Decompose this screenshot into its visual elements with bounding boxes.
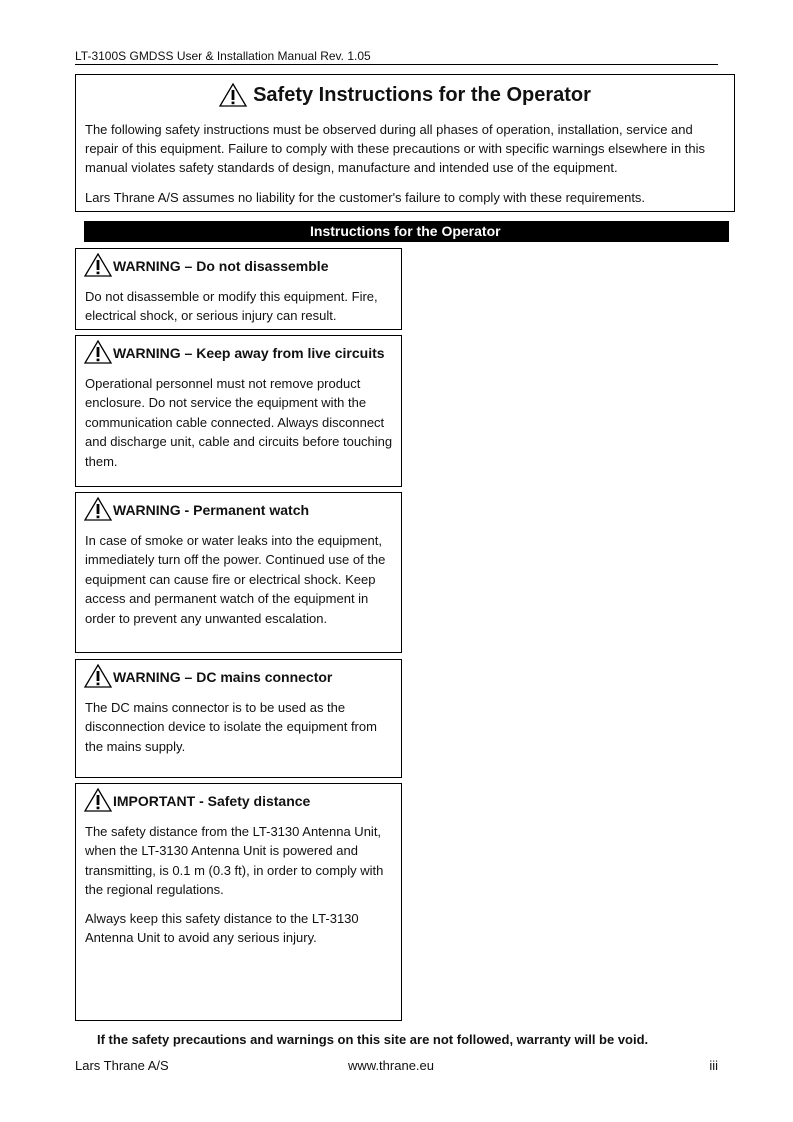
- warning-triangle-icon: [84, 253, 112, 277]
- safety-paragraph-1: The following safety instructions must be observed during all phases of operation, installation, service and repair of this equipment. Failure to comply with these precautions or with specific warnings elsewhere in this manual violates safety standards of design, manufacture and intended use of the equipment.: [85, 122, 705, 175]
- warning-body: In case of smoke or water leaks into the equipment, immediately turn off the power. Continued use of the equipment can cause fire or electrical shock. Keep access and permanent watch of the equipment in order to prevent any unwanted escalation.: [85, 533, 386, 626]
- safety-title: [76, 83, 734, 113]
- warning-triangle-icon: [84, 340, 112, 364]
- page-footer: [75, 1058, 718, 1078]
- page-header: LT-3100S GMDSS User & Installation Manual Rev. 1.05: [75, 49, 718, 65]
- warning-triangle-icon: [84, 497, 112, 521]
- footer-company: Lars Thrane A/S: [75, 1058, 169, 1073]
- warning-heading: [84, 664, 332, 690]
- warning-heading: [84, 788, 310, 814]
- important-box-safety-distance: [75, 783, 402, 1021]
- safety-intro-box: [75, 74, 735, 212]
- warning-body: The safety distance from the LT-3130 Antenna Unit, when the LT-3130 Antenna Unit is powered and transmitting, is 0.1 m (0.3 ft), in order to comply with the regional regulations.: [85, 824, 384, 898]
- warning-title: WARNING - Permanent watch: [113, 502, 310, 518]
- warning-heading: [84, 340, 385, 366]
- warning-box-disassemble: [75, 248, 402, 330]
- warning-title: WARNING – Keep away from live circuits: [113, 345, 385, 361]
- warning-body: Do not disassemble or modify this equipment. Fire, electrical shock, or serious injury can result.: [85, 289, 378, 324]
- warning-body-2: Always keep this safety distance to the LT-3130 Antenna Unit to avoid any serious injury.: [85, 911, 359, 946]
- warning-title: WARNING – DC mains connector: [113, 669, 333, 685]
- warning-triangle-icon: [84, 664, 112, 688]
- safety-paragraph-2: Lars Thrane A/S assumes no liability for the customer's failure to comply with these requirements.: [85, 190, 646, 205]
- warranty-note: If the safety precautions and warnings on this site are not followed, warranty will be void.: [97, 1032, 649, 1047]
- section-bar: [84, 221, 729, 242]
- warning-heading: [84, 253, 328, 279]
- warning-box-permanent-watch: [75, 492, 402, 653]
- warning-heading: [84, 497, 309, 523]
- warning-triangle-icon: [219, 83, 247, 113]
- footer-page-number: iii: [709, 1058, 718, 1073]
- warning-body: Operational personnel must not remove product enclosure. Do not service the equipment with the communication cable connected. Always disconnect and discharge unit, cable and circuits before touching them.: [85, 376, 393, 469]
- warning-triangle-icon: [84, 788, 112, 812]
- warning-body: The DC mains connector is to be used as the disconnection device to isolate the equipment from the mains supply.: [85, 700, 377, 754]
- warning-box-live-circuits: [75, 335, 402, 487]
- warning-title: IMPORTANT - Safety distance: [113, 793, 311, 809]
- safety-title-text: Safety Instructions for the Operator: [253, 84, 591, 106]
- section-bar-label: Instructions for the Operator: [310, 223, 501, 239]
- warning-box-dc-mains: [75, 659, 402, 778]
- warning-title: WARNING – Do not disassemble: [113, 258, 329, 274]
- footer-website: www.thrane.eu: [348, 1058, 434, 1073]
